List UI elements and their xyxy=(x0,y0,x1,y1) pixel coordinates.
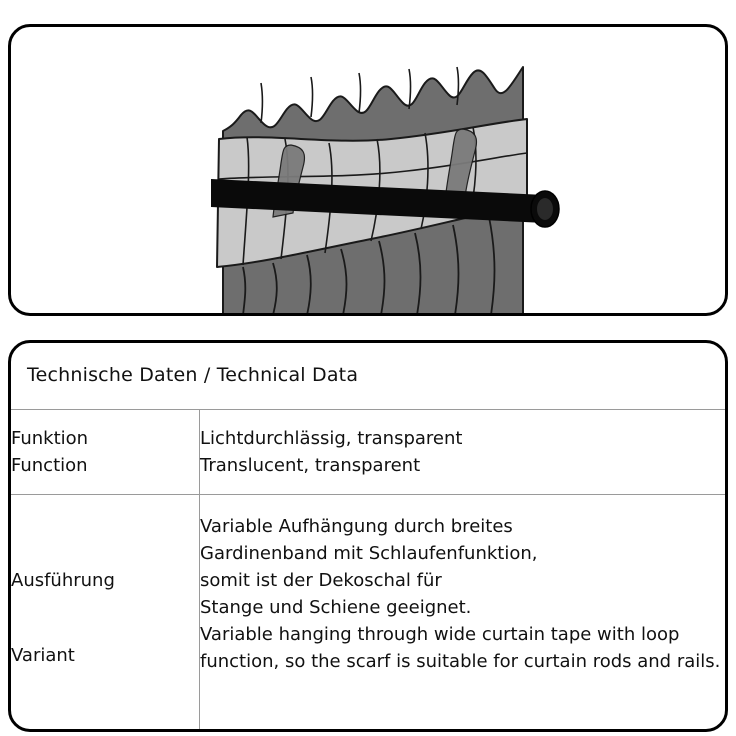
row-value-variant-de-line-3: somit ist der Dekoschal für xyxy=(200,570,442,591)
row-value-function-en: Translucent, transparent xyxy=(200,455,421,476)
table-row xyxy=(11,410,725,495)
row-value-function-de: Lichtdurchlässig, transparent xyxy=(200,428,463,449)
row-value-variant-en-line-1: Variable hanging through wide curtain tape with loop xyxy=(200,624,680,645)
row-value-variant-de-line-2: Gardinenband mit Schlaufenfunktion, xyxy=(200,543,538,564)
row-label-function xyxy=(11,410,200,495)
table-row xyxy=(11,495,725,733)
row-value-variant-en-line-2: function, so the scarf is suitable for curtain rods and rails. xyxy=(200,651,721,672)
row-value-function xyxy=(200,410,726,495)
row-label-function-en: Function xyxy=(11,455,88,476)
row-label-function-de: Funktion xyxy=(11,428,89,449)
curtain-on-rod-illustration xyxy=(11,27,725,313)
row-value-variant-de-line-1: Variable Aufhängung durch breites xyxy=(200,516,513,537)
row-value-variant xyxy=(200,495,726,733)
row-label-variant-en: Variant xyxy=(11,645,75,666)
row-value-variant-de-line-4: Stange und Schiene geeignet. xyxy=(200,597,472,618)
row-label-variant-de: Ausführung xyxy=(11,570,115,591)
technical-data-table xyxy=(11,409,725,732)
row-label-variant xyxy=(11,495,200,733)
technical-data-title: Technische Daten / Technical Data xyxy=(27,364,359,386)
technical-data-panel xyxy=(8,340,728,732)
illustration-panel xyxy=(8,24,728,316)
